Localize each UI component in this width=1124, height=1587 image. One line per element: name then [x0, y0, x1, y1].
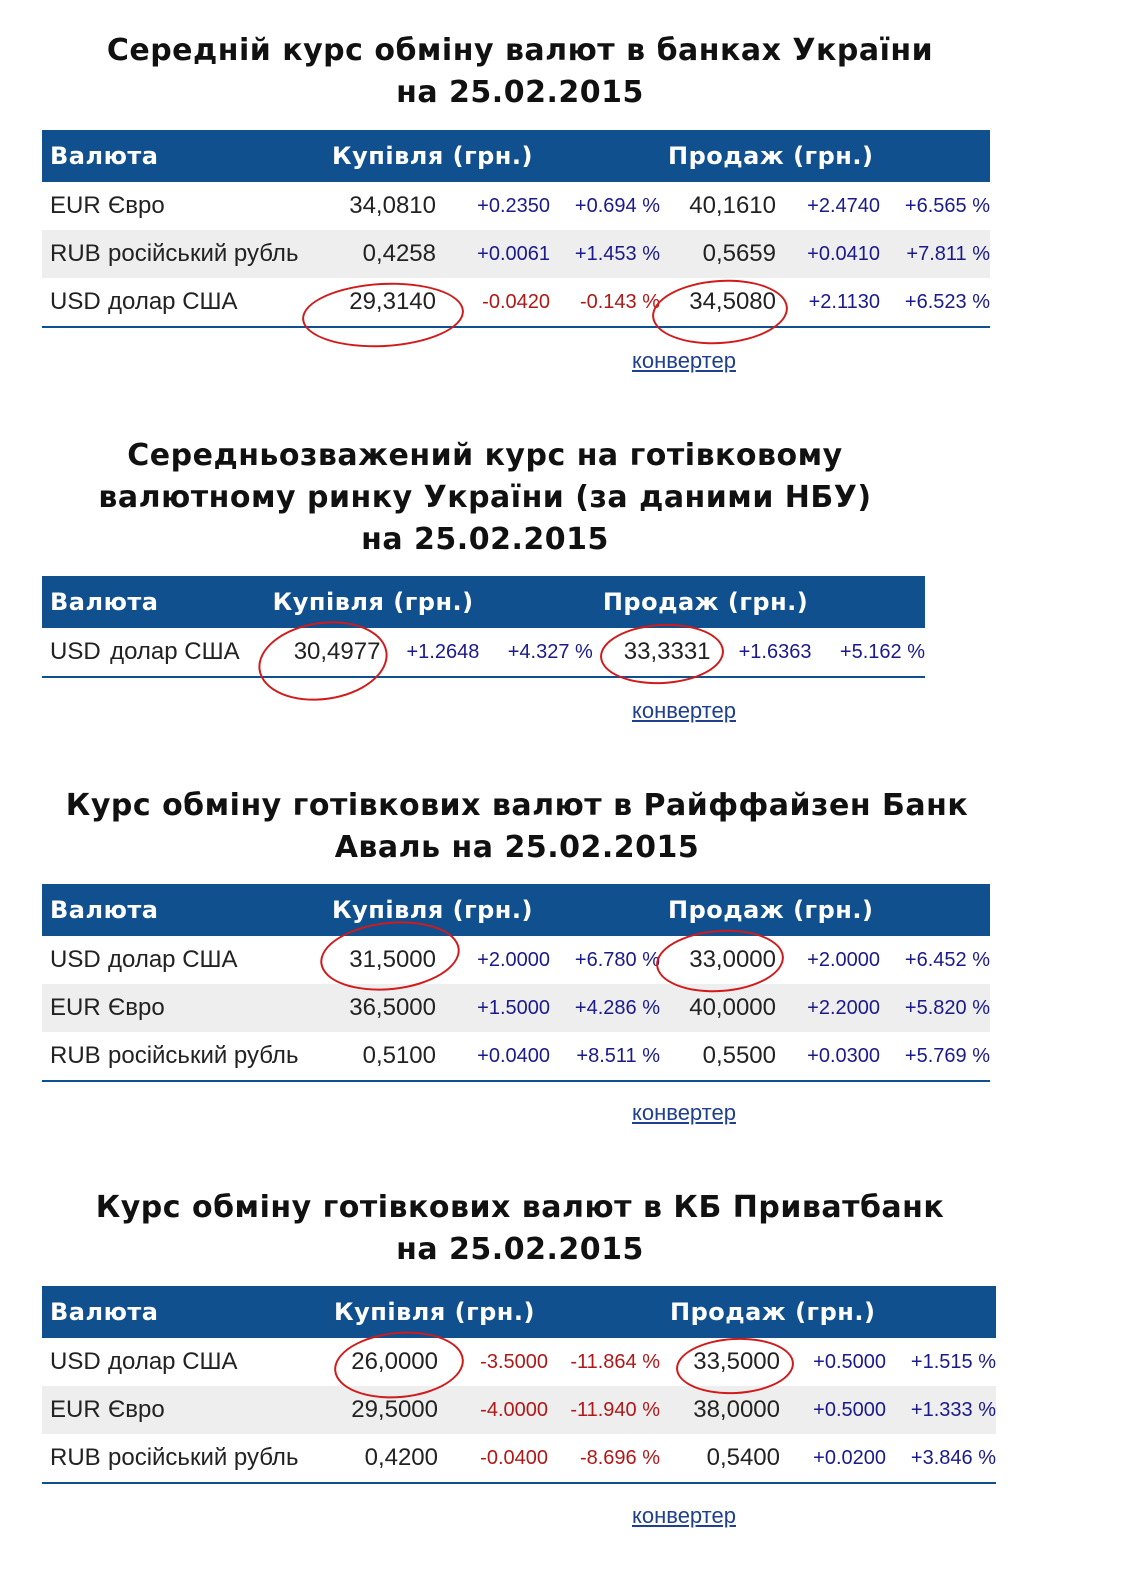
currency-code: RUB	[42, 1434, 108, 1483]
buy-change: +0.0400	[440, 1032, 550, 1081]
sell-change-pct: +5.820 %	[880, 984, 990, 1032]
buy-rate: 0,4200	[334, 1434, 442, 1483]
currency-code: EUR	[42, 1386, 108, 1434]
table-row	[42, 936, 990, 984]
buy-change: +2.0000	[477, 948, 550, 971]
currency-name: російський рубль	[108, 1434, 334, 1483]
buy-rate: 31,5000	[349, 946, 436, 973]
table-header-row	[42, 1286, 996, 1338]
sell-rate: 0,5659	[660, 230, 780, 278]
currency-name: долар США	[108, 946, 238, 973]
sell-change-pct: +5.162 %	[811, 628, 925, 677]
sell-change: +2.4740	[807, 194, 880, 217]
sell-change-pct: +6.452 %	[904, 948, 990, 971]
currency-code: RUB	[42, 1032, 108, 1081]
rates-table	[42, 130, 990, 328]
buy-change-pct: -8.696 %	[548, 1434, 660, 1483]
table-row	[42, 628, 925, 677]
title-line: на 25.02.2015	[361, 522, 609, 557]
buy-change: -4.0000	[442, 1386, 548, 1434]
buy-rate: 26,0000	[351, 1348, 438, 1375]
table-row	[42, 1032, 990, 1081]
table-header-row	[42, 884, 990, 936]
buy-rate: 36,5000	[332, 984, 440, 1032]
sell-change: +0.5000	[813, 1350, 886, 1373]
currency-name: Євро	[108, 1386, 334, 1434]
header-currency: Валюта	[42, 130, 332, 182]
header-buy: Купівля (грн.)	[332, 884, 660, 936]
converter-link[interactable]: конвертер	[632, 1503, 736, 1528]
section-title	[0, 435, 970, 561]
buy-rate: 34,0810	[349, 192, 436, 219]
header-currency: Валюта	[42, 1286, 334, 1338]
currency-code: USD	[50, 1348, 101, 1375]
buy-change: -0.0400	[442, 1434, 548, 1483]
currency-code: USD	[42, 628, 110, 677]
title-line: Курс обміну готівкових валют в КБ Приватбанк	[95, 1190, 945, 1225]
currency-name: Євро	[108, 984, 332, 1032]
table-header-row	[42, 130, 990, 182]
currency-name: російський рубль	[108, 230, 332, 278]
buy-change-pct: +1.453 %	[550, 230, 660, 278]
buy-change: -3.5000	[480, 1350, 548, 1373]
header-sell: Продаж (грн.)	[660, 130, 990, 182]
currency-code: RUB	[42, 230, 108, 278]
currency-code: USD	[42, 278, 108, 327]
section-title	[0, 785, 1034, 869]
table-row	[42, 984, 990, 1032]
sell-change-pct: +7.811 %	[880, 230, 990, 278]
currency-code: EUR	[42, 984, 108, 1032]
sell-change-pct: +6.565 %	[904, 194, 990, 217]
header-sell: Продаж (грн.)	[660, 884, 990, 936]
converter-link[interactable]: конвертер	[632, 348, 736, 373]
header-sell: Продаж (грн.)	[660, 1286, 996, 1338]
title-line: на 25.02.2015	[396, 1232, 644, 1267]
sell-change: +0.0300	[780, 1032, 880, 1081]
title-line: Курс обміну готівкових валют в Райффайзен Банк	[65, 788, 969, 823]
sell-change: +2.1130	[780, 278, 880, 327]
table-row	[42, 278, 990, 327]
table-header-row	[42, 576, 925, 628]
sell-change: +2.0000	[807, 948, 880, 971]
buy-rate: 0,4258	[332, 230, 440, 278]
sell-change-pct: +3.846 %	[886, 1434, 996, 1483]
buy-rate: 29,3140	[332, 278, 440, 327]
sell-rate: 0,5400	[660, 1434, 784, 1483]
header-sell: Продаж (грн.)	[593, 576, 925, 628]
table-row	[42, 230, 990, 278]
sell-rate: 40,1610	[689, 192, 776, 219]
header-buy: Купівля (грн.)	[261, 576, 593, 628]
sell-rate: 33,3331	[593, 628, 715, 677]
buy-rate: 0,5100	[332, 1032, 440, 1081]
sell-change: +0.5000	[784, 1386, 886, 1434]
buy-change-pct: +4.327 %	[479, 628, 592, 677]
sell-change-pct: +1.515 %	[910, 1350, 996, 1373]
table-row	[42, 182, 990, 230]
currency-name: Євро	[108, 192, 165, 219]
sell-rate: 40,0000	[660, 984, 780, 1032]
buy-change-pct: +6.780 %	[574, 948, 660, 971]
converter-link[interactable]: конвертер	[632, 1100, 736, 1125]
header-buy: Купівля (грн.)	[334, 1286, 660, 1338]
title-line: Аваль на 25.02.2015	[334, 830, 700, 865]
table-row	[42, 1434, 996, 1483]
sell-rate: 34,5080	[660, 278, 780, 327]
sell-change: +0.0410	[780, 230, 880, 278]
title-line: на 25.02.2015	[396, 75, 644, 110]
buy-change: +0.2350	[477, 194, 550, 217]
sell-change: +2.2000	[780, 984, 880, 1032]
rates-table	[42, 884, 990, 1082]
buy-change: -0.0420	[440, 278, 550, 327]
header-currency: Валюта	[42, 884, 332, 936]
buy-change-pct: -0.143 %	[550, 278, 660, 327]
converter-link[interactable]: конвертер	[632, 698, 736, 723]
sell-rate: 33,5000	[693, 1348, 780, 1375]
sell-rate: 33,0000	[689, 946, 776, 973]
title-line: Середній курс обміну валют в банках України	[106, 33, 934, 68]
buy-change-pct: +4.286 %	[550, 984, 660, 1032]
table-row	[42, 1386, 996, 1434]
currency-code: USD	[50, 946, 101, 973]
section-title	[0, 1187, 1040, 1271]
rates-table	[42, 576, 925, 678]
buy-change-pct: +0.694 %	[574, 194, 660, 217]
currency-code: EUR	[50, 192, 101, 219]
sell-change: +1.6363	[715, 628, 812, 677]
buy-change: +0.0061	[440, 230, 550, 278]
section-title	[0, 30, 1040, 114]
currency-name: російський рубль	[108, 1032, 332, 1081]
currency-name: долар США	[110, 628, 261, 677]
sell-rate: 38,0000	[660, 1386, 784, 1434]
header-buy: Купівля (грн.)	[332, 130, 660, 182]
header-currency: Валюта	[42, 576, 261, 628]
sell-change-pct: +6.523 %	[880, 278, 990, 327]
title-line: Середньозважений курс на готівковому	[127, 438, 843, 473]
sell-change-pct: +1.333 %	[886, 1386, 996, 1434]
buy-change: +1.2648	[384, 628, 479, 677]
sell-change: +0.0200	[784, 1434, 886, 1483]
buy-change: +1.5000	[440, 984, 550, 1032]
rates-table	[42, 1286, 996, 1484]
buy-change-pct: +8.511 %	[550, 1032, 660, 1081]
buy-change-pct: -11.940 %	[548, 1386, 660, 1434]
sell-rate: 0,5500	[660, 1032, 780, 1081]
currency-name: долар США	[108, 1348, 238, 1375]
table-row	[42, 1338, 996, 1386]
title-line: валютному ринку України (за даними НБУ)	[98, 480, 872, 515]
currency-name: долар США	[108, 278, 332, 327]
buy-rate: 30,4977	[261, 628, 385, 677]
buy-rate: 29,5000	[334, 1386, 442, 1434]
sell-change-pct: +5.769 %	[880, 1032, 990, 1081]
buy-change-pct: -11.864 %	[570, 1350, 660, 1373]
